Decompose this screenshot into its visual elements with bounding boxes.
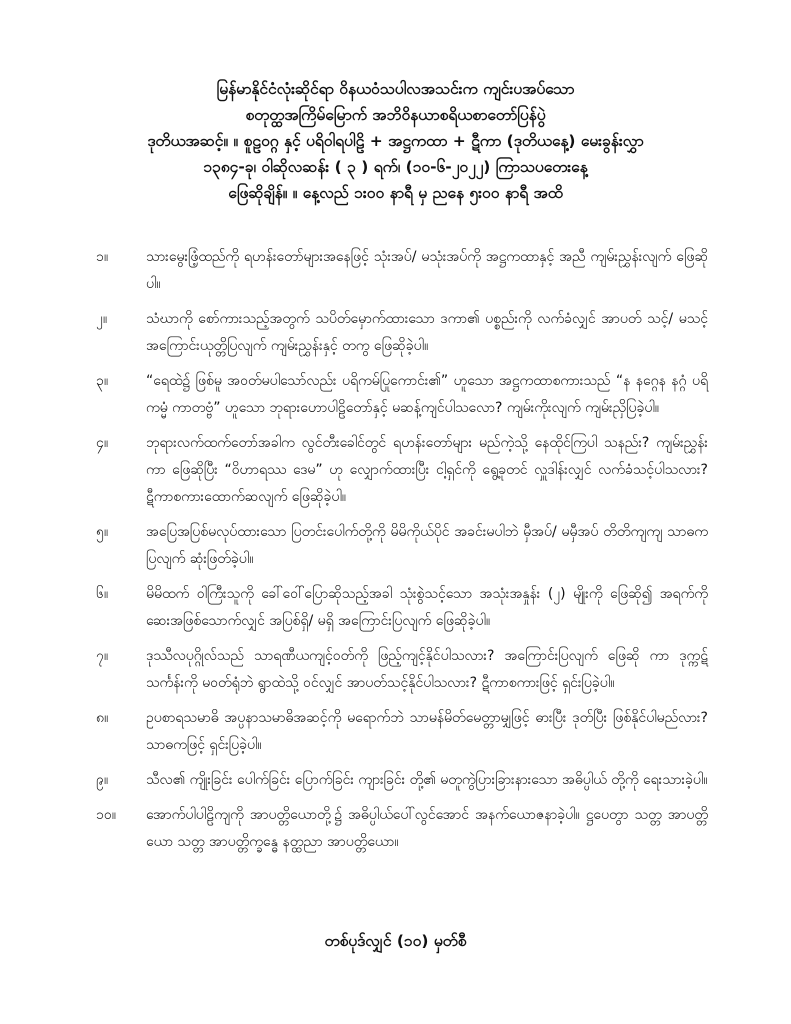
question-text: ဒုဿီလပုဂ္ဂိုလ်သည် သာရဏီယကျင့်ဝတ်ကို ဖြည့်ကျင့်နိုင်ပါသလား? အကြောင်းပြလျက် ဖြေဆို ကာ ဒုက္ကဋ်သင်္ကန်းကို မဝတ်ရုံဘဲ ရွာထဲသို့ ဝင်လျှင် အာပတ်သင့်နိုင်ပါသလား? ဋီကာစကားဖြင့် ရှင်းပြခဲ့ပါ။ <box>146 648 708 691</box>
question-number: ၆။ <box>96 586 109 602</box>
question-number: ၅။ <box>96 524 109 540</box>
question-number: ၄။ <box>96 435 109 451</box>
question-item <box>96 802 708 856</box>
question-number: ၂။ <box>96 311 108 327</box>
marks-note: တစ်ပုဒ်လျှင် (၁၀) မှတ်စီ <box>324 932 467 950</box>
header-line-date: ၁၃၈၄-ခု၊ ဝါဆိုလဆန်း ( ၃ ) ရက်၊ (၁၀-၆-၂၀၂၂) ကြာသပတေးနေ့ <box>203 158 588 176</box>
question-number: ၁၀။ <box>96 807 116 823</box>
question-item <box>96 368 708 422</box>
question-item <box>96 767 708 794</box>
question-item <box>96 306 708 360</box>
question-item <box>96 519 708 573</box>
question-text: အပြေအပြစ်မလုပ်ထားသော ပြတင်းပေါက်တို့ကို မိမိကိုယ်ပိုင် အခင်းမပါဘဲ မှီအပ်/ မမှီအပ် တိတိကျကျ သာဓကပြလျက် ဆုံးဖြတ်ခဲ့ပါ။ <box>146 524 708 567</box>
question-item <box>96 581 708 635</box>
exam-header <box>60 76 731 206</box>
question-text: ဥပစာရသမာဓိ အပ္ပနာသမာဓိအဆင့်ကို မရောက်ဘဲ သာမန်မိတ်မေတ္တာမျှဖြင့် ဓားပြီး ဒုတ်ပြီး ဖြစ်နိုင်ပါမည်လား? သာဓကဖြင့် ရှင်းပြခဲ့ပါ။ <box>146 710 708 753</box>
question-text: သံဃာကို စော်ကားသည့်အတွက် သပိတ်မှောက်ထားသော ဒကာ၏ ပစ္စည်းကို လက်ခံလျှင် အာပတ် သင့်/ မသင့် အကြောင်းယုတ္တိပြလျက် ကျမ်းညွှန်းနှင့် တကွ ဖြေဆိုခဲ့ပါ။ <box>146 311 708 354</box>
header-line-time: ဖြေဆိုချိန်။ ။ နေ့လည် ၁း၀၀ နာရီ မှ ညနေ ၅း၀၀ နာရီ အထိ <box>228 184 563 202</box>
question-text: မိမိထက် ဝါကြီးသူကို ခေါ်ဝေါ်ပြောဆိုသည့်အခါ သုံးစွဲသင့်သော အသုံးအနှုန်း (၂) မျိုးကို ဖြေဆို၍ အရက်ကို ဆေးအဖြစ်သောက်လျှင် အပြစ်ရှိ/ မရှိ အကြောင်းပြလျက် ဖြေဆိုခဲ့ပါ။ <box>146 586 708 629</box>
header-line-level-subject: ဒုတိယအဆင့်။ ။ စူဠဝဂ္ဂ နှင့် ပရိဝါရပါဠိ + အဋ္ဌကထာ + ဋီကာ (ဒုတိယနေ့) မေးခွန်းလွှာ <box>147 132 644 150</box>
question-number: ၁။ <box>96 249 109 265</box>
question-number: ၉။ <box>96 772 109 788</box>
question-number: ၃။ <box>96 373 109 389</box>
question-item <box>96 244 708 298</box>
header-line-association: မြန်မာနိုင်ငံလုံးဆိုင်ရာ ဝိနယဝံသပါလအသင်းက ကျင်းပအပ်သော <box>216 80 575 98</box>
question-list <box>96 244 708 864</box>
question-item <box>96 430 708 511</box>
question-text: အောက်ပါပါဠိကျကို အာပတ္တိယောတို့၌ အဓိပ္ပါယ်ပေါ်လွင်အောင် အနက်ယောဇနာခဲ့ပါ။ ဋ္ဌပေတွာ သတ္တ အာပတ္တိယော သတ္တ အာပတ္တိက္ခန္ဓေ နတ္ထညာ အာပတ္တိယော။ <box>146 807 708 850</box>
header-line-exam-title: စတုတ္ထအကြိမ်မြောက် အဘိဝိနယာစရိယစာတော်ပြန်ပွဲ <box>245 106 546 124</box>
question-item <box>96 705 708 759</box>
question-text: ဘုရားလက်ထက်တော်အခါက လွင်တီးခေါင်တွင် ရဟန်းတော်များ မည်ကဲ့သို့ နေထိုင်ကြပါ သနည်း? ကျမ်းညွှန်းကာ ဖြေဆိုပြီး “ဝိဟာရဿ ဒေမ” ဟု လျှောက်ထားပြီး ငါ့ရှင်ကို ရွေ့ခုတင် လှူဒါန်းလျှင် လက်ခံသင့်ပါသလား? ဋီကာစကားထောက်ဆလျက် ဖြေဆိုခဲ့ပါ။ <box>146 435 708 505</box>
question-number: ၈။ <box>96 710 109 726</box>
question-text: “ရေထဲ၌ ဖြစ်မူ အဝတ်မပါသော်လည်း ပရိကမ်ပြုကောင်း၏” ဟူသော အဋ္ဌကထာစကားသည် “န နဂ္ဂေန နဂ္ဂံ ပရိကမ္မံ ကာတဗ္ဗံ” ဟူသော ဘုရားဟောပါဠိတော်နှင့် မဆန့်ကျင်ပါသလော? ကျမ်းကိုးလျက် ကျမ်းညှိပြခဲ့ပါ။ <box>146 373 708 416</box>
question-number: ၇။ <box>96 648 109 664</box>
question-text: သီလ၏ ကျိုးခြင်း ပေါက်ခြင်း ပြောက်ခြင်း ကျားခြင်း တို့၏ မတူကွဲပြားခြားနားသော အဓိပ္ပါယ် တို့ကို ရေးသားခဲ့ပါ။ <box>146 772 708 788</box>
question-text: သားမွေးဖြံ့ထည်ကို ရဟန်းတော်များအနေဖြင့် သုံးအပ်/ မသုံးအပ်ကို အဋ္ဌကထာနှင့် အညီ ကျမ်းညွှန်းလျက် ဖြေဆိုပါ။ <box>146 249 708 292</box>
question-item <box>96 643 708 697</box>
